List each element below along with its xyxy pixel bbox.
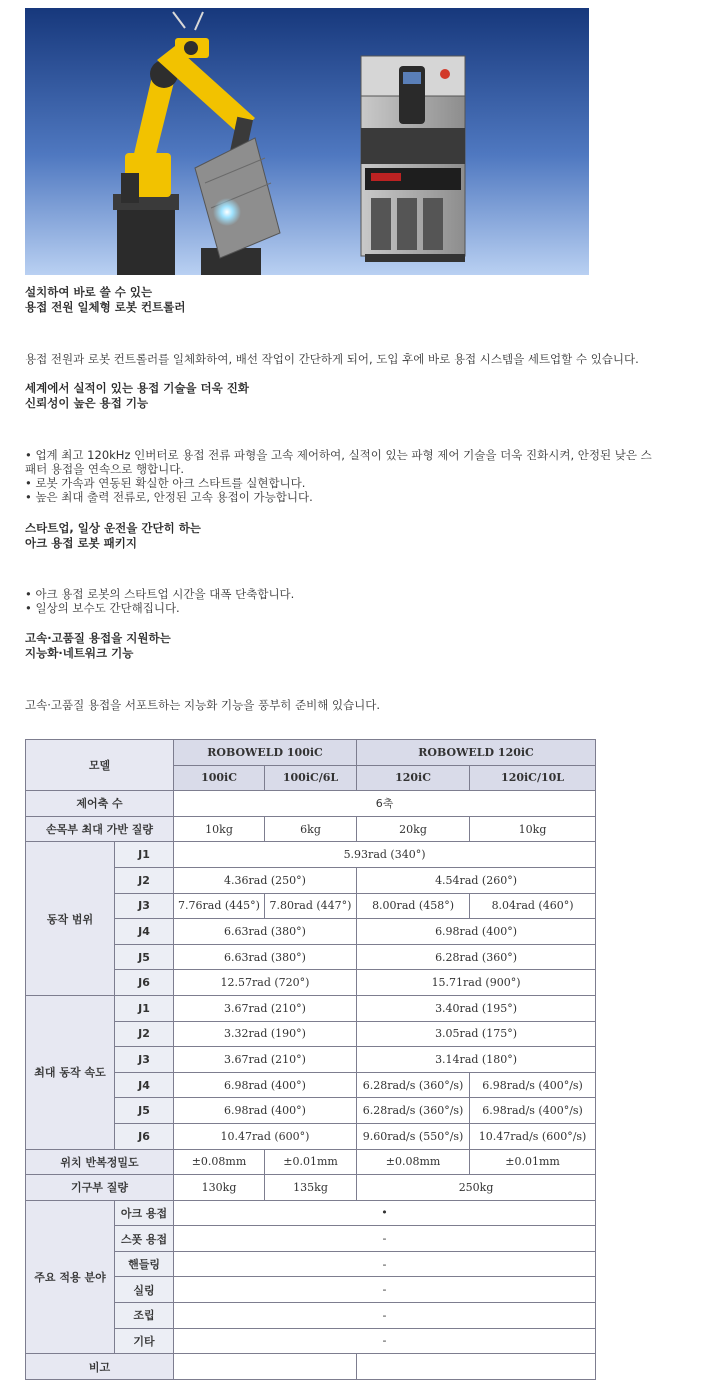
model-group-header: ROBOWELD 100iC (174, 740, 357, 766)
table-row (26, 740, 596, 766)
intro-body-text: 용접 전원과 로봇 컨트롤러를 일체화하여, 배선 작업이 간단하게 되어, 도입 후에 바로 용접 시스템을 세트업할 수 있습니다. (25, 352, 639, 366)
row-group-label: 최대 동작 속도 (26, 995, 115, 1149)
bullet-line: • 높은 최대 출력 전류로, 안정된 고속 용접이 가능합니다. (25, 490, 313, 504)
axis-label: J4 (115, 919, 174, 945)
table-cell: 20kg (357, 816, 470, 842)
model-name: 120iC (357, 765, 470, 791)
table-cell: 6.98rad/s (400°/s) (470, 1098, 596, 1124)
table-row (26, 1354, 596, 1380)
table-cell: 6.28rad/s (360°/s) (357, 1098, 470, 1124)
section1-title-line2: 신뢰성이 높은 용접 기능 (25, 396, 149, 410)
model-name: 120iC/10L (470, 765, 596, 791)
row-label: 손목부 최대 가반 질량 (26, 816, 174, 842)
table-cell: 3.67rad (210°) (174, 995, 357, 1021)
section1-title-line1: 세계에서 실적이 있는 용접 기술을 더욱 진화 (25, 381, 249, 395)
row-label: 기구부 질량 (26, 1175, 174, 1201)
robot-controller-cabinet (361, 56, 465, 262)
table-cell: 6.28rad (360°) (357, 944, 596, 970)
section3-title-line1: 고속·고품질 용접을 지원하는 (25, 631, 171, 645)
section1-bullets (25, 448, 693, 504)
axis-label: J6 (115, 970, 174, 996)
table-cell: 5.93rad (340°) (174, 842, 596, 868)
table-cell: 6kg (265, 816, 357, 842)
row-label: 위치 반복정밀도 (26, 1149, 174, 1175)
application-label: 스폿 용접 (115, 1226, 174, 1252)
spec-table (25, 739, 596, 1380)
table-cell: 250kg (357, 1175, 596, 1201)
table-cell: - (174, 1251, 596, 1277)
table-cell: ±0.08mm (174, 1149, 265, 1175)
table-cell: - (174, 1277, 596, 1303)
application-label: 핸들링 (115, 1251, 174, 1277)
row-label: 비고 (26, 1354, 174, 1380)
table-cell: 7.76rad (445°) (174, 893, 265, 919)
section2-title-line1: 스타트업, 일상 운전을 간단히 하는 (25, 521, 201, 535)
table-cell: 6.98rad (400°) (357, 919, 596, 945)
table-cell: - (174, 1226, 596, 1252)
application-label: 실링 (115, 1277, 174, 1303)
axis-label: J2 (115, 867, 174, 893)
section2-bullets (25, 587, 693, 615)
axis-label: J2 (115, 1021, 174, 1047)
table-cell: 6.63rad (380°) (174, 919, 357, 945)
intro-title-line2: 용접 전원 일체형 로봇 컨트롤러 (25, 300, 186, 314)
table-cell: 10.47rad/s (600°/s) (470, 1123, 596, 1149)
table-row (26, 1149, 596, 1175)
table-row (26, 1175, 596, 1201)
row-group-label: 동작 범위 (26, 842, 115, 996)
table-cell: 6.98rad (400°) (174, 1098, 357, 1124)
table-cell: ±0.08mm (357, 1149, 470, 1175)
intro-title (25, 285, 185, 315)
model-group-header: ROBOWELD 120iC (357, 740, 596, 766)
table-cell: 4.54rad (260°) (357, 867, 596, 893)
model-label: 모델 (26, 740, 174, 791)
table-cell: 6축 (174, 791, 596, 817)
bullet-line: • 업계 최고 120kHz 인버터로 용접 전류 파형을 고속 제어하여, 실적이 있는 파형 제어 기술을 더욱 진화시켜, 안정된 낮은 스 (25, 448, 652, 462)
section2-title-line2: 아크 용접 로봇 패키지 (25, 536, 137, 550)
table-cell: ±0.01mm (265, 1149, 357, 1175)
table-cell: 6.28rad/s (360°/s) (357, 1072, 470, 1098)
axis-label: J3 (115, 1047, 174, 1073)
axis-label: J5 (115, 1098, 174, 1124)
axis-label: J1 (115, 995, 174, 1021)
axis-label: J5 (115, 944, 174, 970)
table-cell: - (174, 1328, 596, 1354)
bullet-line: • 일상의 보수도 간단해집니다. (25, 601, 180, 615)
axis-label: J6 (115, 1123, 174, 1149)
table-cell: 6.98rad/s (400°/s) (470, 1072, 596, 1098)
table-row (26, 1200, 596, 1226)
model-name: 100iC/6L (265, 765, 357, 791)
table-cell: 3.05rad (175°) (357, 1021, 596, 1047)
intro-title-line1: 설치하여 바로 쓸 수 있는 (25, 285, 153, 299)
table-cell: 3.32rad (190°) (174, 1021, 357, 1047)
table-cell (357, 1354, 596, 1380)
table-row (26, 995, 596, 1021)
axis-label: J1 (115, 842, 174, 868)
section3-body-text: 고속·고품질 용접을 서포트하는 지능화 기능을 풍부히 준비해 있습니다. (25, 698, 381, 712)
table-cell: 12.57rad (720°) (174, 970, 357, 996)
table-cell: ±0.01mm (470, 1149, 596, 1175)
section3-title-line2: 지능화·네트워크 기능 (25, 646, 134, 660)
table-cell: 3.14rad (180°) (357, 1047, 596, 1073)
row-group-label: 주요 적용 분야 (26, 1200, 115, 1354)
table-cell: 6.98rad (400°) (174, 1072, 357, 1098)
table-row (26, 816, 596, 842)
bullet-line: • 로봇 가속과 연동된 확실한 아크 스타트를 실현합니다. (25, 476, 306, 490)
table-cell: 10.47rad (600°) (174, 1123, 357, 1149)
application-label: 기타 (115, 1328, 174, 1354)
robot-and-controller-illustration (25, 8, 589, 275)
table-row (26, 842, 596, 868)
table-cell: 8.00rad (458°) (357, 893, 470, 919)
bullet-line: • 아크 용접 로봇의 스타트업 시간을 대폭 단축합니다. (25, 587, 295, 601)
application-label: 아크 용접 (115, 1200, 174, 1226)
bullet-line: 패터 용접을 연속으로 행합니다. (25, 462, 185, 476)
section3-body (25, 698, 693, 712)
intro-body (25, 352, 693, 366)
table-cell: 10kg (174, 816, 265, 842)
table-cell (174, 1354, 357, 1380)
table-cell: 6.63rad (380°) (174, 944, 357, 970)
row-label: 제어축 수 (26, 791, 174, 817)
axis-label: J3 (115, 893, 174, 919)
table-cell: 10kg (470, 816, 596, 842)
table-cell: 9.60rad/s (550°/s) (357, 1123, 470, 1149)
model-name: 100iC (174, 765, 265, 791)
section1-title (25, 381, 249, 411)
hero-product-image (25, 8, 589, 275)
table-cell: 135kg (265, 1175, 357, 1201)
section2-title (25, 521, 201, 551)
table-cell: 130kg (174, 1175, 265, 1201)
table-row (26, 791, 596, 817)
table-cell: 8.04rad (460°) (470, 893, 596, 919)
table-cell: • (174, 1200, 596, 1226)
table-cell: 7.80rad (447°) (265, 893, 357, 919)
table-cell: 15.71rad (900°) (357, 970, 596, 996)
table-cell: 3.40rad (195°) (357, 995, 596, 1021)
table-cell: 4.36rad (250°) (174, 867, 357, 893)
table-cell: - (174, 1303, 596, 1329)
axis-label: J4 (115, 1072, 174, 1098)
application-label: 조립 (115, 1303, 174, 1329)
section3-title (25, 631, 171, 661)
table-cell: 3.67rad (210°) (174, 1047, 357, 1073)
